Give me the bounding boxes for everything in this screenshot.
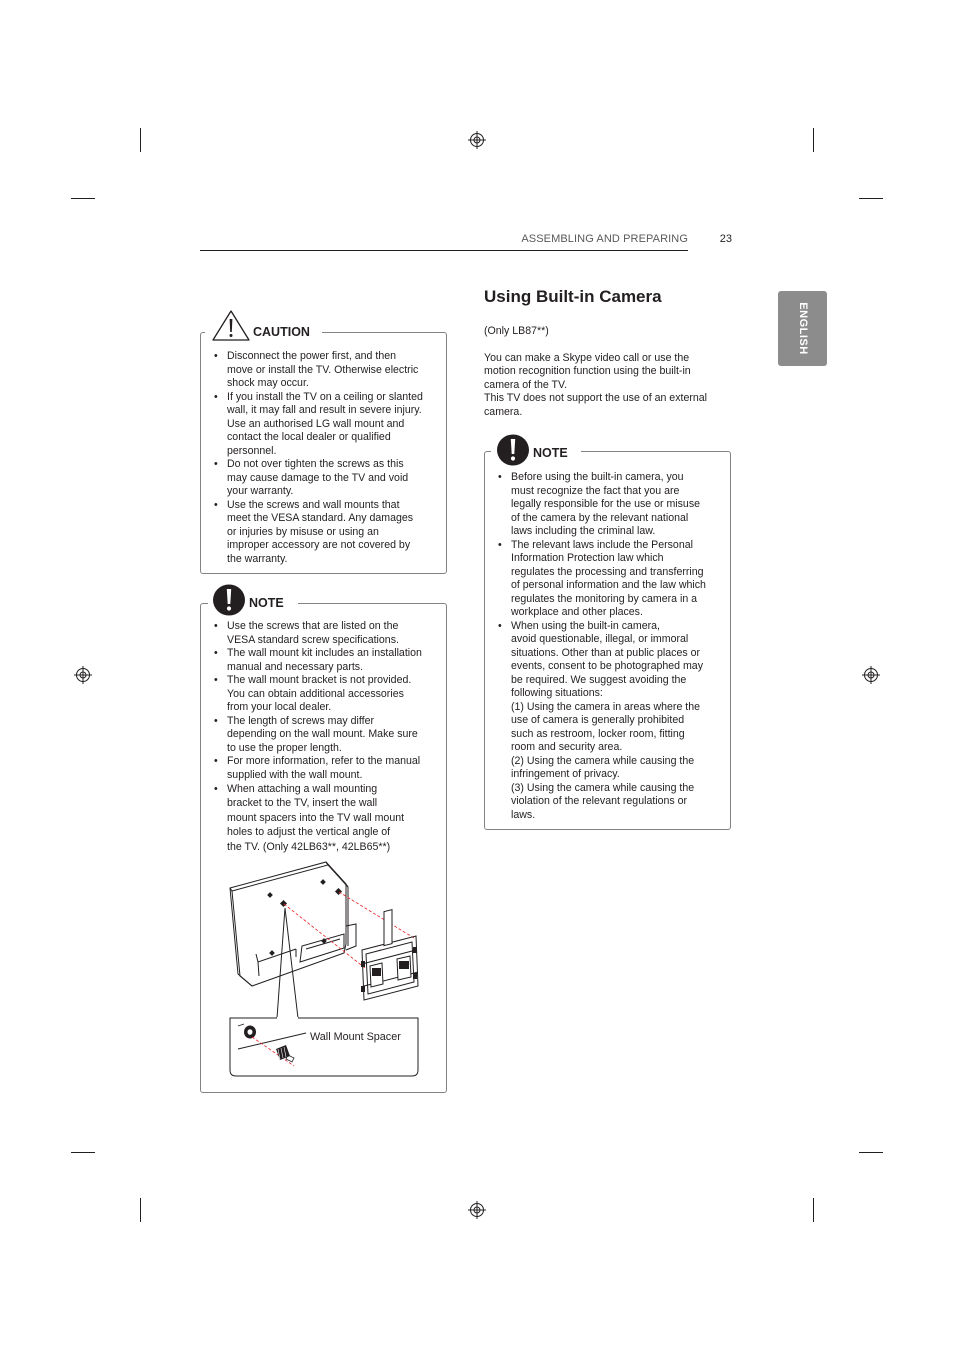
screw-hole	[267, 879, 342, 956]
note-title: NOTE	[533, 446, 574, 460]
note-item: • For more information, refer to the manual supplied with the wall mount.	[214, 755, 442, 782]
alignment-line	[284, 892, 414, 968]
model-note: (Only LB87**)	[484, 325, 549, 337]
note-item: • The relevant laws include the Personal Information Protection law which regulates the processing and transferring of personal information and the law which regulates the monitoring by camera in a workplace and other places.	[498, 539, 726, 620]
crop-mark	[71, 1152, 95, 1153]
wall-mount-bracket	[362, 910, 418, 1000]
crop-mark	[813, 1198, 814, 1222]
header-rule	[200, 250, 688, 251]
crop-mark	[813, 128, 814, 152]
crop-mark	[71, 198, 95, 199]
registration-mark-icon	[468, 131, 486, 149]
registration-mark-icon	[74, 666, 92, 684]
wall-mount-illustration	[222, 858, 427, 1083]
note-item: • Use the screws that are listed on the VESA standard screw specifications.	[214, 620, 442, 647]
note-list-left	[214, 620, 442, 854]
language-tab-label: ENGLISH	[797, 302, 809, 355]
note-item: • Before using the built-in camera, you must recognize the fact that you are legally responsible for the use or misuse of the camera by the relevant national laws including the criminal law.	[498, 471, 726, 539]
registration-mark-icon	[468, 1201, 486, 1219]
tv-back-panel	[230, 862, 356, 986]
note-item: • When using the built-in camera, avoid questionable, illegal, or immoral situations. Other than at public places or events, consent to be photographed may be required. We suggest avoiding the following situations: (1) Using the camera in areas where the use of camera is generally prohibited such as restroom, locker room, fitting room and security area. (2) Using the camera while causing the infringement of privacy. (3) Using the camera while causing the violation of the relevant regulations or laws.	[498, 620, 726, 823]
note-list-right	[498, 471, 726, 822]
section-heading: Using Built-in Camera	[484, 287, 662, 306]
caution-list	[214, 350, 442, 566]
exclamation-icon	[496, 434, 530, 466]
crop-mark	[859, 198, 883, 199]
caution-item: • If you install the TV on a ceiling or slanted wall, it may fall and result in severe injury. Use an authorised LG wall mount and contact the local dealer or qualified personnel.	[214, 391, 442, 459]
caution-item: • Use the screws and wall mounts that meet the VESA standard. Any damages or injuries by misuse or using an improper accessory are not covered by the warranty.	[214, 499, 442, 567]
figure-label: Wall Mount Spacer	[310, 1031, 401, 1043]
caution-item: • Disconnect the power first, and then move or install the TV. Otherwise electric shock may occur.	[214, 350, 442, 391]
note-item: • The wall mount kit includes an installation manual and necessary parts.	[214, 647, 442, 674]
exclamation-icon	[212, 584, 246, 616]
crop-mark	[859, 1152, 883, 1153]
crop-mark	[140, 1198, 141, 1222]
note-item: • The wall mount bracket is not provided. You can obtain additional accessories from your local dealer.	[214, 674, 442, 715]
warning-triangle-icon	[211, 309, 251, 342]
language-tab	[778, 291, 827, 366]
note-title: NOTE	[249, 596, 290, 610]
caution-item: • Do not over tighten the screws as this may cause damage to the TV and void your warranty.	[214, 458, 442, 499]
caution-title: CAUTION	[253, 325, 316, 339]
note-item: • When attaching a wall mounting bracket to the TV, insert the wall mount spacers into the TV wall mount holes to adjust the vertical angle of the TV. (Only 42LB63**, 42LB65**)	[214, 782, 442, 854]
section-title: ASSEMBLING AND PREPARING	[521, 233, 688, 245]
note-item: • The length of screws may differ depending on the wall mount. Make sure to use the proper length.	[214, 715, 442, 756]
callout-pointer	[277, 908, 298, 1018]
callout-box	[230, 1018, 418, 1076]
crop-mark	[140, 128, 141, 152]
camera-paragraph: You can make a Skype video call or use the motion recognition function using the built-in camera of the TV. This TV does not support the use of an external camera.	[484, 352, 707, 418]
registration-mark-icon	[862, 666, 880, 684]
page-number: 23	[719, 233, 732, 245]
